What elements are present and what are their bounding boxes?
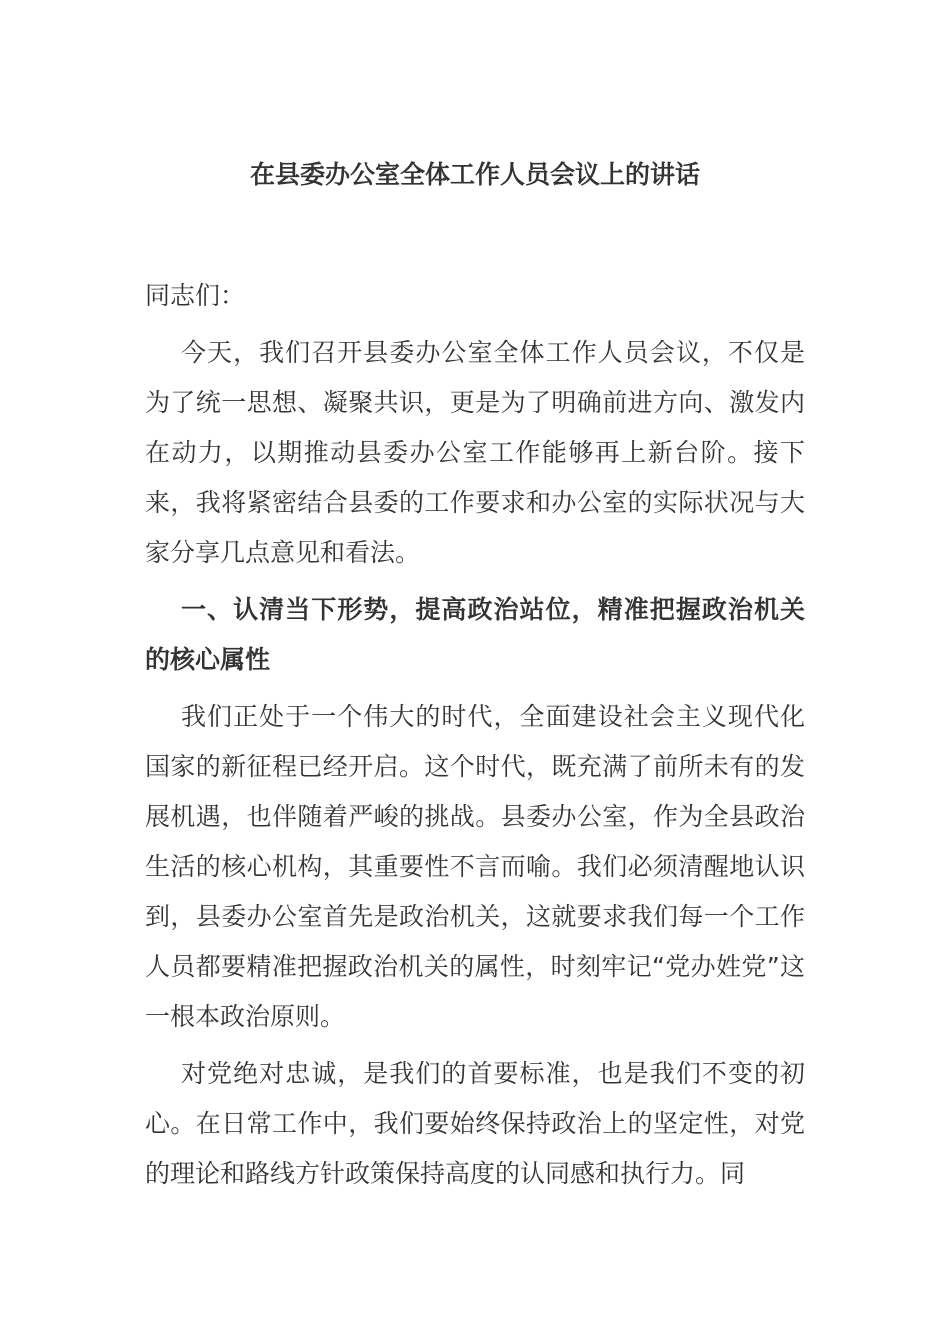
salutation: 同志们： <box>145 281 246 310</box>
paragraph-intro: 今天，我们召开县委办公室全体工作人员会议，不仅是为了统一思想、凝聚共识，更是为了明确前进方向、激发内在动力，以期推动县委办公室工作能够再上新台阶。接下来，我将紧密结合县委的工作要求和办公室的实际状况与大家分享几点意见和看法。 <box>145 338 805 567</box>
paragraph-situation: 我们正处于一个伟大的时代，全面建设社会主义现代化国家的新征程已经开启。这个时代，既充满了前所未有的发展机遇，也伴随着严峻的挑战。县委办公室，作为全县政治生活的核心机构，其重要性不言而喻。我们必须清醒地认识到，县委办公室首先是政治机关，这就要求我们每一个工作人员都要精准把握政治机关的属性，时刻牢记“党办姓党”这一根本政治原则。 <box>145 702 805 1031</box>
paragraph-loyalty: 对党绝对忠诚，是我们的首要标准，也是我们不变的初心。在日常工作中，我们要始终保持政治上的坚定性，对党的理论和路线方针政策保持高度的认同感和执行力。同 <box>145 1059 805 1188</box>
document-body <box>145 271 805 1206</box>
section-heading-1: 一、认清当下形势，提高政治站位，精准把握政治机关的核心属性 <box>145 595 805 674</box>
document-title: 在县委办公室全体工作人员会议上的讲话 <box>249 160 700 189</box>
